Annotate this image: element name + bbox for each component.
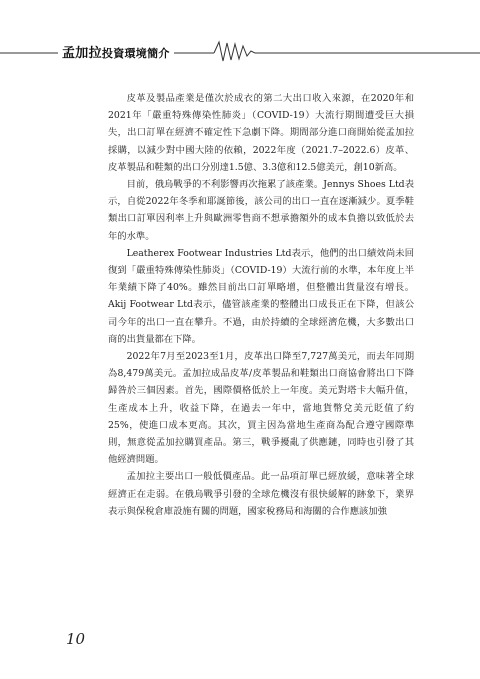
paragraph-4: 2022年7月至2023至1月，皮革出口降至7,727萬美元，而去年同期為8,479萬美元。孟加拉成品皮革/皮革製品和鞋類出口商協會將出口下降歸咎於三個因素。首先，國際價格低於上一年度。美元對塔卡大幅升值，生產成本上升，收益下降，在過去一年中，當地貨幣兌美元貶值了約25%，使進口成本更高。其次，買主因為當地生產商為配合遵守國際準則，無意從孟加拉購買產品。第三，戰爭擾亂了供應鏈，同時也引發了其他經濟問題。	[108, 351, 414, 466]
body-text	[108, 90, 414, 520]
paragraph-5: 孟加拉主要出口一般低價產品。此一品項訂單已經放緩，意味著全球經濟正在走弱。在俄烏戰爭引發的全球危機沒有很快緩解的跡象下，業界表示與保稅倉庫設施有關的問題，國家稅務局和海關的合作應該加強	[108, 471, 414, 517]
header-title-sub: 投資環境簡介	[101, 47, 170, 60]
page-number: 10	[66, 630, 86, 648]
page-header	[0, 38, 480, 64]
header-title	[62, 42, 170, 61]
paragraph-1: 皮革及製品產業是僅次於成衣的第二大出口收入來源，在2020年和2021年「嚴重特殊傳染性肺炎」（COVID-19）大流行期間遭受巨大損失，出口訂單在經濟不確定性下急劇下降。期間部分進口商開始從孟加拉採購，以減少對中國大陸的依賴，2022年度（2021.7–2022.6）皮革、皮革製品和鞋類的出口分別達1.5億、3.3億和12.5億美元，創10新高。	[108, 93, 414, 173]
paragraph-2: 目前，俄烏戰爭的不利影響再次拖累了該產業。Jennys Shoes Ltd表示，自從2022年冬季和耶誕節後，該公司的出口一直在逐漸減少。夏季鞋類出口訂單因利率上升與歐洲零售商不想承擔額外的成本負擔以致低於去年的水準。	[108, 179, 414, 242]
header-title-main: 孟加拉	[62, 46, 102, 61]
paragraph-3: Leatherex Footwear Industries Ltd表示，他們的出口績效尚未回復到「嚴重特殊傳染性肺炎」（COVID-19）大流行前的水準，本年度上半年業績下降了40%。雖然目前出口訂單略增，但整體出貨量沒有增長。Akij Footwear Ltd表示，儘管該產業的整體出口成長正在下降，但該公司今年的出口一直在攀升。不過，由於持續的全球經濟危機，大多數出口商的出貨量都在下降。	[108, 247, 414, 345]
